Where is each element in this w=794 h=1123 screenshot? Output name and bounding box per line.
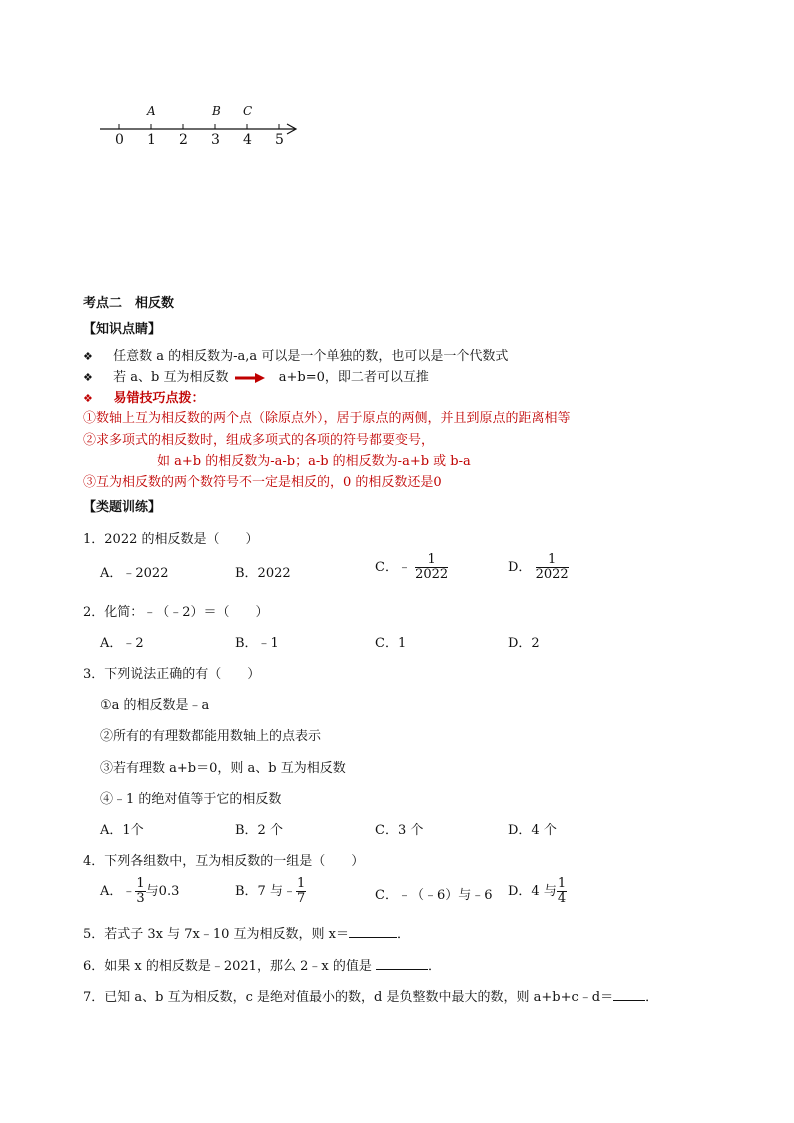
question-5: 5．若式子 3x 与 7x﹣10 互为相反数，则 x＝ ． bbox=[83, 927, 411, 942]
fraction-denominator: 4 bbox=[557, 891, 567, 906]
question-6-text: 6．如果 x 的相反数是﹣2021，那么 2﹣x 的值是 bbox=[83, 959, 372, 974]
q1-option-c-label: C．﹣ bbox=[375, 560, 411, 575]
question-5-text: 5．若式子 3x 与 7x﹣10 互为相反数，则 x＝ bbox=[83, 927, 350, 942]
tip-2-example: 如 a+b 的相反数为-a-b；a-b 的相反数为-a+b 或 b-a bbox=[157, 454, 471, 469]
q1-option-c bbox=[375, 553, 448, 582]
point-label-b: B bbox=[212, 104, 221, 118]
fraction-denominator: 7 bbox=[296, 891, 306, 906]
tick-label: 3 bbox=[211, 132, 220, 148]
question-2-stem: 2．化简：﹣（﹣2）＝（ ） bbox=[83, 605, 269, 620]
question-3-stem: 3．下列说法正确的有（ ） bbox=[83, 667, 261, 682]
knowledge-heading: 【知识点睛】 bbox=[83, 322, 162, 337]
fraction bbox=[557, 877, 567, 906]
fraction-numerator: 1 bbox=[136, 876, 145, 891]
q1-option-b: B．2022 bbox=[235, 566, 291, 581]
tips-heading: 易错技巧点拨： bbox=[113, 391, 205, 406]
q1-option-d bbox=[508, 553, 569, 582]
point-label-a: A bbox=[147, 104, 156, 118]
q4-option-b bbox=[235, 877, 306, 906]
bullet-2-text: 若 a、b 互为相反数 bbox=[113, 370, 229, 385]
q2-option-a: A．﹣2 bbox=[100, 636, 144, 651]
fraction bbox=[415, 553, 448, 582]
tick-label: 4 bbox=[243, 132, 252, 148]
diamond-bullet-icon: ❖ bbox=[83, 371, 93, 384]
fraction-numerator: 1 bbox=[296, 876, 306, 891]
q1-option-d-label: D． bbox=[508, 560, 532, 575]
double-arrow-icon bbox=[235, 373, 265, 383]
fraction-denominator: 2022 bbox=[415, 567, 449, 582]
q3-statement-1: ①a 的相反数是﹣a bbox=[100, 698, 210, 713]
question-1-stem: 1．2022 的相反数是（ ） bbox=[83, 532, 259, 547]
number-line bbox=[95, 95, 315, 155]
q4-option-a-suffix: 与0.3 bbox=[145, 884, 180, 899]
section-title: 考点二 相反数 bbox=[83, 296, 175, 311]
q4-option-a bbox=[100, 877, 179, 906]
question-7-text: 7．已知 a、b 互为相反数，c 是绝对值最小的数，d 是负整数中最大的数，则 a+b+c﹣d＝ bbox=[83, 990, 614, 1005]
fraction bbox=[296, 877, 306, 906]
practice-heading: 【类题训练】 bbox=[83, 500, 162, 515]
fraction-numerator: 1 bbox=[415, 553, 448, 568]
bullet-1 bbox=[83, 345, 508, 364]
tips-heading-row bbox=[83, 387, 205, 406]
tip-2: ②求多项式的相反数时，组成多项式的各项的符号都要变号， bbox=[83, 433, 435, 448]
q4-option-c: C．﹣（﹣6）与﹣6 bbox=[375, 888, 493, 903]
diamond-bullet-icon: ❖ bbox=[83, 392, 93, 405]
q4-option-d-label: D．4 与 bbox=[508, 884, 557, 899]
question-6: 6．如果 x 的相反数是﹣2021，那么 2﹣x 的值是 ． bbox=[83, 959, 441, 974]
q1-option-a: A．﹣2022 bbox=[100, 566, 169, 581]
question-4-stem: 4．下列各组数中，互为相反数的一组是（ ） bbox=[83, 854, 365, 869]
point-label-c: C bbox=[243, 104, 253, 118]
fraction-numerator: 1 bbox=[557, 876, 567, 891]
q3-option-b: B．2 个 bbox=[235, 823, 283, 838]
q3-option-d: D．4 个 bbox=[508, 823, 557, 838]
fraction-denominator: 3 bbox=[136, 891, 145, 906]
q3-statement-3: ③若有理数 a+b＝0，则 a、b 互为相反数 bbox=[100, 761, 346, 776]
q4-option-a-label: A．﹣ bbox=[100, 884, 136, 899]
q2-option-d: D．2 bbox=[508, 636, 540, 651]
fraction-numerator: 1 bbox=[536, 553, 569, 568]
tip-1: ①数轴上互为相反数的两个点（除原点外），居于原点的两侧，并且到原点的距离相等 bbox=[83, 411, 571, 426]
tip-3: ③互为相反数的两个数符号不一定是相反的，0 的相反数还是0 bbox=[83, 475, 442, 490]
bullet-1-text: 任意数 a 的相反数为-a,a 可以是一个单独的数，也可以是一个代数式 bbox=[113, 349, 509, 364]
answer-blank[interactable] bbox=[613, 988, 645, 1001]
fraction-denominator: 2022 bbox=[535, 567, 569, 582]
tick-label: 1 bbox=[147, 132, 156, 148]
q2-option-b: B．﹣1 bbox=[235, 636, 279, 651]
tick-label: 0 bbox=[115, 132, 124, 148]
bullet-2 bbox=[83, 366, 429, 385]
answer-blank[interactable] bbox=[349, 925, 397, 938]
bullet-2b-text: a+b=0，即二者可以互推 bbox=[278, 370, 429, 385]
q2-option-c: C．1 bbox=[375, 636, 407, 651]
q4-option-d bbox=[508, 877, 567, 906]
tick-label: 2 bbox=[179, 132, 188, 148]
fraction bbox=[536, 553, 569, 582]
q3-option-c: C．3 个 bbox=[375, 823, 424, 838]
question-7: 7．已知 a、b 互为相反数，c 是绝对值最小的数，d 是负整数中最大的数，则 a+b+c﹣d＝ ． bbox=[83, 990, 659, 1005]
answer-blank[interactable] bbox=[376, 957, 428, 970]
diamond-bullet-icon: ❖ bbox=[83, 350, 93, 363]
q4-option-b-label: B．7 与﹣ bbox=[235, 884, 296, 899]
q3-statement-4: ④﹣1 的绝对值等于它的相反数 bbox=[100, 792, 282, 807]
tick-label: 5 bbox=[275, 132, 284, 148]
q3-option-a: A．1个 bbox=[100, 823, 144, 838]
fraction bbox=[135, 877, 145, 906]
q3-statement-2: ②所有的有理数都能用数轴上的点表示 bbox=[100, 729, 322, 744]
